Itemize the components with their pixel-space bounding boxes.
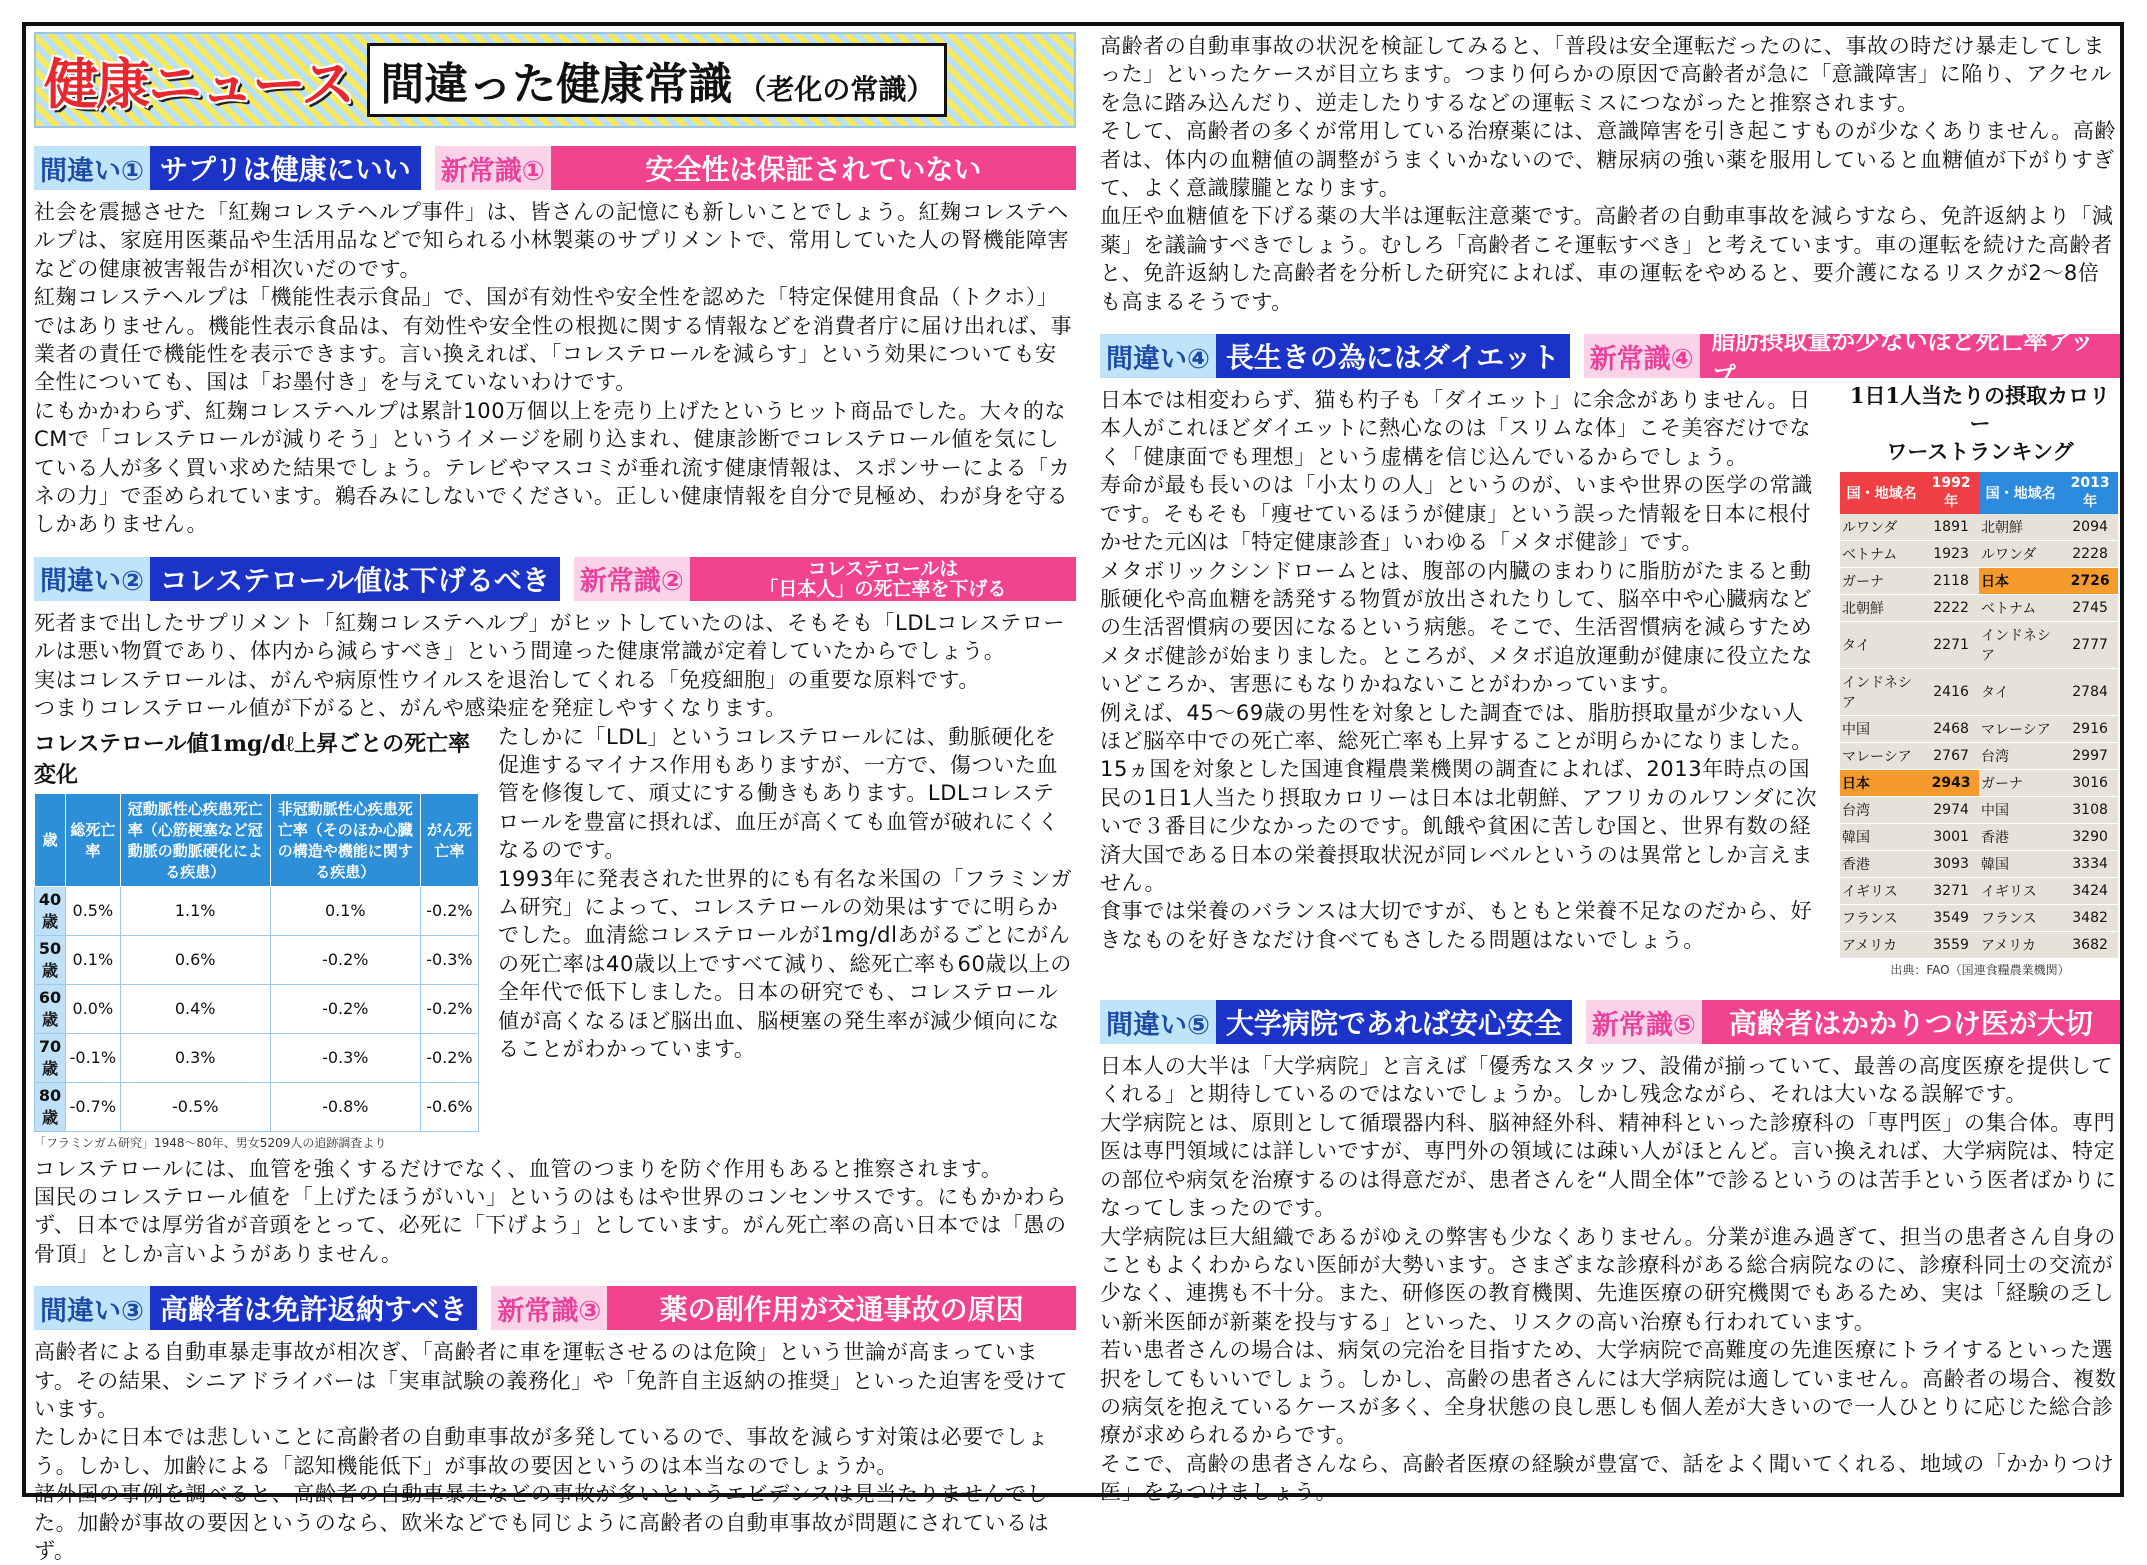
table-row bbox=[1840, 905, 2118, 932]
table-cell: ルワンダ bbox=[1979, 541, 2062, 568]
table-cell: 2468 bbox=[1923, 716, 1979, 743]
table-cell: 韓国 bbox=[1840, 824, 1923, 851]
mistake-title-4: 長生きの為にはダイエット bbox=[1216, 334, 1570, 378]
table-row bbox=[1840, 824, 2118, 851]
section-5-para-1: 日本人の大半は「大学病院」と言えば「優秀なスタッフ、設備が揃っていて、最善の高度医療を提供してくれる」と期待しているのではないでしょうか。しかし残念ながら、それは大いなる誤解です。 bbox=[1100, 1054, 2114, 1107]
table-row bbox=[1840, 514, 2118, 541]
section-3-right-para-2: そして、高齢者の多くが常用している治療薬には、意識障害を引き起こすものが少なくありません。高齢者は、体内の血糖値の調整がうまくいかないので、糖尿病の強い薬を服用していると血糖値が下がりすぎて、よく意識朦朧となります。 bbox=[1100, 119, 2117, 201]
table-cell: 0.3% bbox=[120, 1033, 270, 1082]
section-1-para-2: 紅麹コレステヘルプは「機能性表示食品」で、国が有効性や安全性を認めた「特定保健用食品（トクホ）」ではありません。機能性表示食品は、有効性や安全性の根拠に関する情報などを消費者庁に届け出れば、事業者の責任で機能性を表示できます。言い換えれば、「コレステロールを減らす」という効果についても安全性についても、国は「お墨付き」を与えていないわけです。 bbox=[34, 285, 1073, 395]
table-cell: 1.1% bbox=[120, 886, 270, 935]
table-row bbox=[35, 886, 479, 935]
table-cell: 3001 bbox=[1923, 824, 1979, 851]
table-cell: 0.6% bbox=[120, 935, 270, 984]
table-row bbox=[1840, 669, 2118, 716]
section-3-right-para-1: 高齢者の自動車事故の状況を検証してみると、「普段は安全運転だったのに、事故の時だけ暴走してしまった」といったケースが目立ちます。つまり何らかの原因で高齢者が急に「意識障害」に陥り、アクセルを急に踏み込んだり、逆走したりするなどの運転ミスにつながったと推察されます。 bbox=[1100, 34, 2112, 115]
table-cell: -0.3% bbox=[420, 935, 478, 984]
table-cell: インドネシア bbox=[1840, 669, 1923, 716]
table-row bbox=[1840, 568, 2118, 595]
table-cell: 3424 bbox=[2062, 878, 2118, 905]
table-cell: 3559 bbox=[1923, 932, 1979, 959]
table-row bbox=[1840, 743, 2118, 770]
new-title-3: 薬の副作用が交通事故の原因 bbox=[607, 1286, 1076, 1330]
table-cell: -0.2% bbox=[420, 984, 478, 1033]
table-cell: 韓国 bbox=[1979, 851, 2062, 878]
mistake-title-3: 高齢者は免許返納すべき bbox=[150, 1286, 477, 1330]
new-title-2 bbox=[690, 557, 1076, 601]
table-cell: 2745 bbox=[2062, 595, 2118, 622]
table-cell: 台湾 bbox=[1979, 743, 2062, 770]
table-cell: 3682 bbox=[2062, 932, 2118, 959]
table-row bbox=[1840, 878, 2118, 905]
new-tag-2: 新常識② bbox=[574, 557, 690, 601]
cholesterol-col-coronary: 冠動脈性心疾患死亡率（心筋梗塞など冠動脈の動脈硬化による疾患） bbox=[120, 793, 270, 886]
table-cell: 2222 bbox=[1923, 595, 1979, 622]
table-cell: 北朝鮮 bbox=[1979, 514, 2062, 541]
section-4-para-4: 例えば、45〜69歳の男性を対象とした調査では、脂肪摂取量が少ない人ほど脳卒中での死亡率、総死亡率も上昇することが明らかになりました。 bbox=[1100, 700, 1813, 753]
table-row bbox=[1840, 932, 2118, 959]
table-cell: フランス bbox=[1840, 905, 1923, 932]
table-cell: イギリス bbox=[1840, 878, 1923, 905]
left-column bbox=[34, 32, 1076, 1565]
cholesterol-table-title: コレステロール値1mg/dℓ上昇ごとの死亡率変化 bbox=[34, 730, 471, 788]
table-cell: 日本 bbox=[1979, 568, 2062, 595]
masthead-sub: （老化の常識） bbox=[738, 73, 935, 106]
table-cell: 2916 bbox=[2062, 716, 2118, 743]
table-cell: 中国 bbox=[1840, 716, 1923, 743]
section-4-para-2: 寿命が最も長いのは「小太りの人」というのが、いまや世界の医学の常識です。そもそも「痩せているほうが健康」という誤った情報を日本に根付かせた元凶は「特定健康診査」いわゆる「メタボ健診」です。 bbox=[1100, 473, 1813, 555]
table-cell: -0.7% bbox=[66, 1082, 121, 1131]
table-cell: 台湾 bbox=[1840, 797, 1923, 824]
table-row bbox=[1840, 851, 2118, 878]
masthead-news: 健康ニュース bbox=[44, 52, 354, 116]
table-cell: 3549 bbox=[1923, 905, 1979, 932]
calorie-ranking-source: 出典：FAO（国連食糧農業機関） bbox=[1890, 963, 2070, 978]
section-1-para-1: 社会を震撼させた「紅麹コレステヘルプ事件」は、皆さんの記憶にも新しいことでしょう。紅麹コレステヘルプは、家庭用医薬品や生活用品などで知られる小林製薬のサプリメントで、常用していた人の腎機能障害などの健康被害報告が相次いだのです。 bbox=[34, 200, 1070, 281]
new-tag-1: 新常識① bbox=[435, 146, 551, 190]
newsletter-frame bbox=[22, 22, 2124, 1563]
calorie-col-country-1992: 国・地域名 bbox=[1840, 472, 1923, 514]
table-cell: タイ bbox=[1840, 622, 1923, 669]
section-4-header bbox=[1100, 327, 2120, 391]
calorie-col-1992: 1992年 bbox=[1923, 472, 1979, 514]
table-cell: 3093 bbox=[1923, 851, 1979, 878]
table-cell: イギリス bbox=[1979, 878, 2062, 905]
table-cell: 0.4% bbox=[120, 984, 270, 1033]
table-cell: マレーシア bbox=[1840, 743, 1923, 770]
table-cell: ベトナム bbox=[1840, 541, 1923, 568]
calorie-ranking-header-row bbox=[1840, 472, 2118, 514]
table-cell: 香港 bbox=[1979, 824, 2062, 851]
table-cell: アメリカ bbox=[1840, 932, 1923, 959]
new-title-4: 脂肪摂取量が少ないほど死亡率アップ bbox=[1700, 334, 2120, 378]
table-cell: -0.2% bbox=[270, 984, 420, 1033]
section-2-para-4: たしかに「LDL」というコレステロールには、動脈硬化を促進するマイナス作用もありますが、一方で、傷ついた血管を修復して、頑丈にする働きもあります。LDLコレステロールを豊富に摂れば、血圧が高くても血管が破れにくくなるのです。 bbox=[498, 724, 1060, 863]
table-cell: 3271 bbox=[1923, 878, 1979, 905]
calorie-ranking-body bbox=[1840, 514, 2118, 959]
table-cell: ルワンダ bbox=[1840, 514, 1923, 541]
section-3-para-1: 高齢者による自動車暴走事故が相次ぎ、「高齢者に車を運転させるのは危険」という世論が高まっています。その結果、シニアドライバーは「実車試験の義務化」や「免許自主返納の推奨」といった迫害を受けています。 bbox=[34, 1340, 1069, 1421]
table-cell: 2767 bbox=[1923, 743, 1979, 770]
right-column bbox=[1100, 32, 2120, 1507]
table-cell: 3108 bbox=[2062, 797, 2118, 824]
table-cell: フランス bbox=[1979, 905, 2062, 932]
masthead-title-text: 間違った健康常識 bbox=[380, 59, 733, 110]
cholesterol-table-header-row bbox=[35, 793, 479, 886]
table-row bbox=[1840, 797, 2118, 824]
calorie-ranking-box bbox=[1840, 382, 2120, 978]
table-cell: アメリカ bbox=[1979, 932, 2062, 959]
mistake-tag-5: 間違い⑤ bbox=[1100, 1000, 1216, 1044]
table-cell: -0.3% bbox=[270, 1033, 420, 1082]
masthead bbox=[34, 32, 1076, 128]
table-cell: 北朝鮮 bbox=[1840, 595, 1923, 622]
new-title-2-line-2: 「日本人」の死亡率を下げる bbox=[759, 577, 1007, 600]
table-cell: ガーナ bbox=[1840, 568, 1923, 595]
section-4-para-3: メタボリックシンドロームとは、腹部の内臓のまわりに脂肪がたまると動脈硬化や高血糖を誘発する物質が放出されたりして、脳卒中や心臓病などの生活習慣病の要因になるという病態。そこで、生活習慣病を減らすためメタボ健診が始まりました。ところが、メタボ追放運動が健康に役立たないどころか、害悪にもなりかねないことがわかっています。 bbox=[1100, 558, 1813, 697]
mistake-tag-1: 間違い① bbox=[34, 146, 150, 190]
table-row bbox=[1840, 622, 2118, 669]
table-cell: タイ bbox=[1979, 669, 2062, 716]
table-cell: 0.1% bbox=[270, 886, 420, 935]
calorie-ranking-title-2: ワーストランキング bbox=[1886, 439, 2074, 465]
table-cell: -0.2% bbox=[270, 935, 420, 984]
table-cell: 2118 bbox=[1923, 568, 1979, 595]
table-cell: ガーナ bbox=[1979, 770, 2062, 797]
mistake-tag-4: 間違い④ bbox=[1100, 334, 1216, 378]
table-row bbox=[1840, 595, 2118, 622]
table-cell: 0.5% bbox=[66, 886, 121, 935]
table-cell: 70歳 bbox=[35, 1033, 66, 1082]
section-4-para-6: 食事では栄養のバランスは大切ですが、もともと栄養不足なのだから、好きなものを好きなだけ食べてもさしたる問題はないでしょう。 bbox=[1100, 899, 1813, 952]
table-cell: 1891 bbox=[1923, 514, 1979, 541]
table-cell: 0.1% bbox=[66, 935, 121, 984]
new-tag-5: 新常識⑤ bbox=[1586, 1000, 1702, 1044]
cholesterol-col-total: 総死亡率 bbox=[66, 793, 121, 886]
table-cell: インドネシア bbox=[1979, 622, 2062, 669]
calorie-ranking-title-1: 1日1人当たりの摂取カロリー bbox=[1849, 383, 2111, 437]
table-row bbox=[35, 935, 479, 984]
cholesterol-col-cancer: がん死亡率 bbox=[420, 793, 478, 886]
new-tag-3: 新常識③ bbox=[491, 1286, 607, 1330]
section-5-header bbox=[1100, 1000, 2120, 1044]
mistake-tag-2: 間違い② bbox=[34, 557, 150, 601]
section-1-header bbox=[34, 146, 1076, 190]
section-2-para-1: 死者まで出したサプリメント「紅麹コレステヘルプ」がヒットしていたのは、そもそも「LDLコレステロールは悪い物質であり、体内から減らすべき」という間違った健康常識が定着していたからでしょう。 bbox=[34, 610, 1065, 664]
section-2-header bbox=[34, 557, 1076, 601]
table-cell: 3016 bbox=[2062, 770, 2118, 797]
mistake-title-5: 大学病院であれば安心安全 bbox=[1216, 1000, 1572, 1044]
section-3-right-para-3: 血圧や血糖値を下げる薬の大半は運転注意薬です。高齢者の自動車事故を減らすなら、免許返納より「減薬」を議論すべきでしょう。むしろ「高齢者こそ運転すべき」と考えています。車の運転を続けた高齢者と、免許返納した高齢者を分析した研究によれば、車の運転をやめると、要介護になるリスクが2〜8倍も高まるそうです。 bbox=[1100, 204, 2114, 314]
table-cell: 60歳 bbox=[35, 984, 66, 1033]
table-cell: 2784 bbox=[2062, 669, 2118, 716]
section-2-para-3: つまりコレステロール値が下がると、がんや感染症を発症しやすくなります。 bbox=[34, 696, 787, 721]
table-cell: 2997 bbox=[2062, 743, 2118, 770]
table-cell: 2228 bbox=[2062, 541, 2118, 568]
cholesterol-col-noncoronary: 非冠動脈性心疾患死亡率（そのほか心臓の構造や機能に関する疾患） bbox=[270, 793, 420, 886]
section-3-para-2: たしかに日本では悲しいことに高齢者の自動車事故が多発しているので、事故を減らす対策は必要でしょう。しかし、加齢による「認知機能低下」が事故の要因というのは本当なのでしょうか。 bbox=[34, 1425, 1049, 1478]
new-tag-4: 新常識④ bbox=[1584, 334, 1700, 378]
table-row bbox=[1840, 541, 2118, 568]
table-cell: 2416 bbox=[1923, 669, 1979, 716]
table-cell: マレーシア bbox=[1979, 716, 2062, 743]
section-2-para-7: 国民のコレステロール値を「上げたほうがいい」というのはもはや世界のコンセンサスです。にもかかわらず、日本では厚労省が音頭をとって、必死に「下げよう」としています。がん死亡率の高い日本では「愚の骨頂」としか言いようがありません。 bbox=[34, 1184, 1067, 1266]
cholesterol-col-age: 歳 bbox=[35, 793, 66, 886]
table-cell: 2974 bbox=[1923, 797, 1979, 824]
table-cell: 日本 bbox=[1840, 770, 1923, 797]
table-cell: 80歳 bbox=[35, 1082, 66, 1131]
table-cell: 香港 bbox=[1840, 851, 1923, 878]
section-3-para-3: 諸外国の事例を調べると、高齢者の自動車暴走などの事故が多いというエビデンスは見当たりませんでした。加齢が事故の要因というのなら、欧米などでも同じように高齢者の自動車事故が問題にされているはず。 bbox=[34, 1482, 1050, 1563]
cholesterol-table-source: 「フラミンガム研究」1948〜80年、男女5209人の追跡調査より bbox=[34, 1135, 387, 1150]
new-title-2-line-1: コレステロールは bbox=[807, 557, 959, 580]
new-title-1: 安全性は保証されていない bbox=[551, 146, 1076, 190]
table-cell: 2271 bbox=[1923, 622, 1979, 669]
masthead-title bbox=[367, 43, 947, 117]
section-1-para-3: にもかかわらず、紅麹コレステヘルプは累計100万個以上を売り上げたというヒット商品でした。大々的なCMで「コレステロールが減りそう」というイメージを刷り込まれ、健康診断でコレステロール値を気にしている人が多く買い求めた結果でしょう。テレビやマスコミが垂れ流す健康情報は、スポンサーによる「カネの力」で歪められています。鵜呑みにしないでください。正しい健康情報を自分で見極め、わが身を守るしかありません。 bbox=[34, 398, 1071, 537]
table-cell: 2726 bbox=[2062, 568, 2118, 595]
calorie-col-country-2013: 国・地域名 bbox=[1979, 472, 2062, 514]
table-cell: 2777 bbox=[2062, 622, 2118, 669]
table-row bbox=[35, 984, 479, 1033]
table-cell: 50歳 bbox=[35, 935, 66, 984]
table-cell: 中国 bbox=[1979, 797, 2062, 824]
table-cell: -0.2% bbox=[420, 886, 478, 935]
table-row bbox=[35, 1033, 479, 1082]
section-2-para-2: 実はコレステロールは、がんや病原性ウイルスを退治してくれる「免疫細胞」の重要な原料です。 bbox=[34, 667, 980, 692]
new-title-5: 高齢者はかかりつけ医が大切 bbox=[1702, 1000, 2120, 1044]
section-2-para-5: 1993年に発表された世界的にも有名な米国の「フラミンガム研究」によって、コレステロールの効果はすでに明らかでした。血清総コレステロールが1mg/dlあがるごとにがんの死亡率は40歳以上ですべて減り、総死亡率も60歳以上の全年代で低下しました。日本の研究でも、コレステロール値が高くなるほど脳出血、脳梗塞の発生率が減少傾向になることがわかっています。 bbox=[498, 866, 1073, 1061]
table-cell: -0.8% bbox=[270, 1082, 420, 1131]
section-2-para-6: コレステロールには、血管を強くするだけでなく、血管のつまりを防ぐ作用もあると推察されます。 bbox=[34, 1156, 1003, 1181]
table-row bbox=[35, 1082, 479, 1131]
table-cell: 2943 bbox=[1923, 770, 1979, 797]
cholesterol-table bbox=[34, 793, 479, 1132]
table-row bbox=[1840, 716, 2118, 743]
section-4-para-5: 15ヵ国を対象とした国連食糧農業機関の調査によれば、2013年時点の国民の1日1人当たり摂取カロリーは日本は北朝鮮、アフリカのルワンダに次いで３番目に少なかったのです。飢餓や貧困に苦しむ国と、世界有数の経済大国である日本の栄養摂取状況が同レベルというのは異常としか言えません。 bbox=[1100, 757, 1818, 895]
section-5-para-3: 大学病院は巨大組織であるがゆえの弊害も少なくありません。分業が進み過ぎて、担当の患者さん自身のこともよくわからない医師が大勢います。さまざまな診療科がある総合病院なのに、診療科同士の交流が少なく、連携も不十分。また、研修医の教育機関、先進医療の研究機関でもあるため、実は「経験の乏しい新米医師が新薬を投与する」といった、リスクの高い治療も行われています。 bbox=[1100, 1224, 2117, 1334]
table-cell: 40歳 bbox=[35, 886, 66, 935]
table-cell: -0.2% bbox=[420, 1033, 478, 1082]
section-4-para-1: 日本では相変わらず、猫も杓子も「ダイエット」に余念がありません。日本人がこれほどダイエットに熱心なのは「スリムな体」こそ美容だけでなく「健康面でも理想」という虚構を信じ込んでいるからでしょう。 bbox=[1100, 388, 1812, 469]
table-cell: 3482 bbox=[2062, 905, 2118, 932]
calorie-ranking-table bbox=[1840, 472, 2118, 959]
table-row bbox=[1840, 770, 2118, 797]
cholesterol-table-box bbox=[34, 727, 484, 1151]
table-cell: -0.5% bbox=[120, 1082, 270, 1131]
section-5-para-2: 大学病院とは、原則として循環器内科、脳神経外科、精神科といった診療科の「専門医」の集合体。専門医は専門領域には詳しいですが、専門外の領域には疎い人がほとんど。言い換えれば、大学病院は、特定の部位や病気を治療するのは得意だが、患者さんを“人間全体”で診るというのは苦手という医者ばかりになってしまったのです。 bbox=[1100, 1110, 2117, 1221]
table-cell: ベトナム bbox=[1979, 595, 2062, 622]
table-cell: 3334 bbox=[2062, 851, 2118, 878]
mistake-tag-3: 間違い③ bbox=[34, 1286, 150, 1330]
table-cell: 1923 bbox=[1923, 541, 1979, 568]
table-cell: -0.1% bbox=[66, 1033, 121, 1082]
mistake-title-2: コレステロール値は下げるべき bbox=[150, 557, 560, 601]
section-3-header bbox=[34, 1286, 1076, 1330]
mistake-title-1: サプリは健康にいい bbox=[150, 146, 421, 190]
table-cell: 2094 bbox=[2062, 514, 2118, 541]
table-cell: -0.6% bbox=[420, 1082, 478, 1131]
table-cell: 3290 bbox=[2062, 824, 2118, 851]
calorie-col-2013: 2013年 bbox=[2062, 472, 2118, 514]
table-cell: 0.0% bbox=[66, 984, 121, 1033]
section-5-para-5: そこで、高齢の患者さんなら、高齢者医療の経験が豊富で、話をよく聞いてくれる、地域の「かかりつけ医」をみつけましょう。 bbox=[1100, 1451, 2115, 1505]
section-5-para-4: 若い患者さんの場合は、病気の完治を目指すため、大学病院で高難度の先進医療にトライするといった選択をしてもいいでしょう。しかし、高齢の患者さんには大学病院は適していません。高齢者の場合、複数の病気を抱えているケースが多く、全身状態の良し悪しも個人差が大きいので一人ひとりに応じた総合診療が求められるからです。 bbox=[1100, 1338, 2117, 1448]
